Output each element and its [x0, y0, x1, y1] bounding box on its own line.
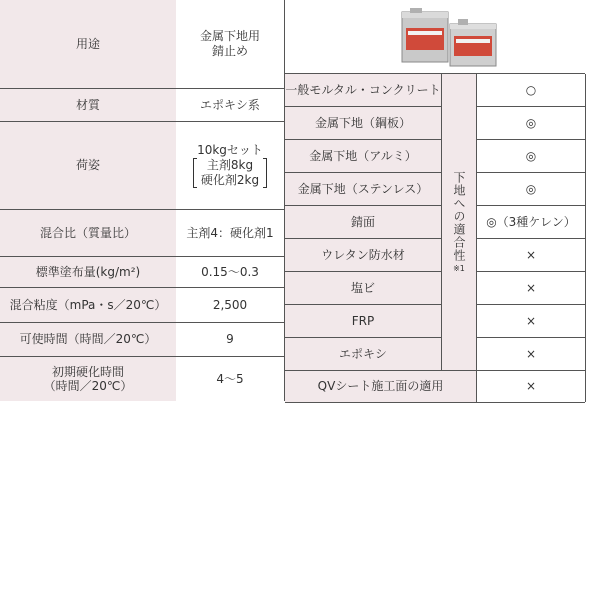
substrate-pvc: 塩ビ — [285, 272, 441, 304]
mark-steel: ◎ — [525, 115, 537, 130]
side-label-note: ※1 — [453, 263, 465, 273]
value-mix-ratio: 主剤4：硬化剤1 — [186, 225, 274, 240]
value-material: エポキシ系 — [200, 97, 260, 112]
label-mix-ratio: 混合比（質量比） — [0, 210, 176, 256]
divider — [285, 402, 585, 403]
value-cure-time: 4〜5 — [216, 371, 244, 386]
divider — [285, 172, 441, 173]
paint-can-icon — [398, 8, 502, 70]
mark-urethane: × — [525, 247, 537, 262]
footer-mark: × — [525, 379, 537, 393]
divider — [285, 106, 441, 107]
divider — [0, 88, 284, 89]
substrate-urethane: ウレタン防水材 — [285, 239, 441, 271]
divider — [441, 74, 442, 370]
packaging-hardener: 硬化剤2kg — [200, 173, 260, 187]
substrate-frp: FRP — [285, 305, 441, 337]
divider — [285, 238, 441, 239]
label-usage: 用途 — [0, 0, 176, 88]
divider — [477, 106, 585, 107]
mark-stainless: ◎ — [525, 181, 537, 196]
substrate-aluminum: 金属下地（アルミ） — [285, 140, 441, 172]
mark-epoxy: × — [525, 346, 537, 361]
label-viscosity: 混合粘度（mPa・s／20℃） — [0, 288, 176, 322]
divider — [477, 172, 585, 173]
mark-aluminum: ◎ — [525, 148, 537, 163]
compatibility-side-label — [442, 74, 476, 370]
value-pot-life: 9 — [226, 332, 234, 346]
substrate-rust: 錆面 — [285, 206, 441, 238]
divider — [0, 121, 284, 122]
divider — [477, 271, 585, 272]
divider — [285, 205, 441, 206]
value-viscosity: 2,500 — [212, 297, 248, 312]
mark-mortar: ○ — [525, 82, 537, 97]
divider — [285, 304, 441, 305]
value-packaging — [176, 122, 284, 209]
divider — [477, 238, 585, 239]
value-usage: 金属下地用 錆止め — [199, 29, 260, 58]
mark-pvc: × — [525, 280, 537, 295]
divider — [285, 271, 441, 272]
divider — [285, 370, 585, 371]
divider — [585, 74, 586, 402]
substrate-steel: 金属下地（鋼板） — [285, 107, 441, 139]
divider — [477, 304, 585, 305]
divider — [0, 287, 284, 288]
divider — [0, 356, 284, 357]
divider — [0, 256, 284, 257]
label-cure-time: 初期硬化時間 （時間／20℃） — [0, 357, 176, 401]
mark-frp: × — [525, 313, 537, 328]
substrate-stainless: 金属下地（ステンレス） — [285, 173, 441, 205]
substrate-epoxy: エポキシ — [285, 338, 441, 370]
divider — [285, 337, 441, 338]
divider — [0, 322, 284, 323]
divider — [285, 139, 441, 140]
divider — [477, 139, 585, 140]
divider — [285, 73, 585, 74]
label-coverage: 標準塗布量(kg/m²) — [0, 257, 176, 287]
side-label-text: 下地への適合性 — [452, 170, 466, 262]
packaging-set: 10kgセット — [197, 143, 263, 157]
divider — [476, 74, 477, 402]
mark-rust: ◎（3種ケレン） — [486, 214, 576, 229]
divider — [0, 209, 284, 210]
label-pot-life: 可使時間（時間／20℃） — [0, 323, 176, 356]
packaging-main-agent: 主剤8kg — [206, 158, 254, 172]
product-image — [398, 8, 502, 74]
divider — [477, 337, 585, 338]
divider — [477, 205, 585, 206]
footer-label: QVシート施工面の適用 — [285, 371, 476, 402]
value-coverage: 0.15〜0.3 — [201, 264, 259, 279]
substrate-mortar: 一般モルタル・コンクリート — [285, 74, 441, 106]
label-material: 材質 — [0, 89, 176, 121]
label-packaging: 荷姿 — [0, 122, 176, 209]
packaging-bracket — [193, 158, 267, 188]
